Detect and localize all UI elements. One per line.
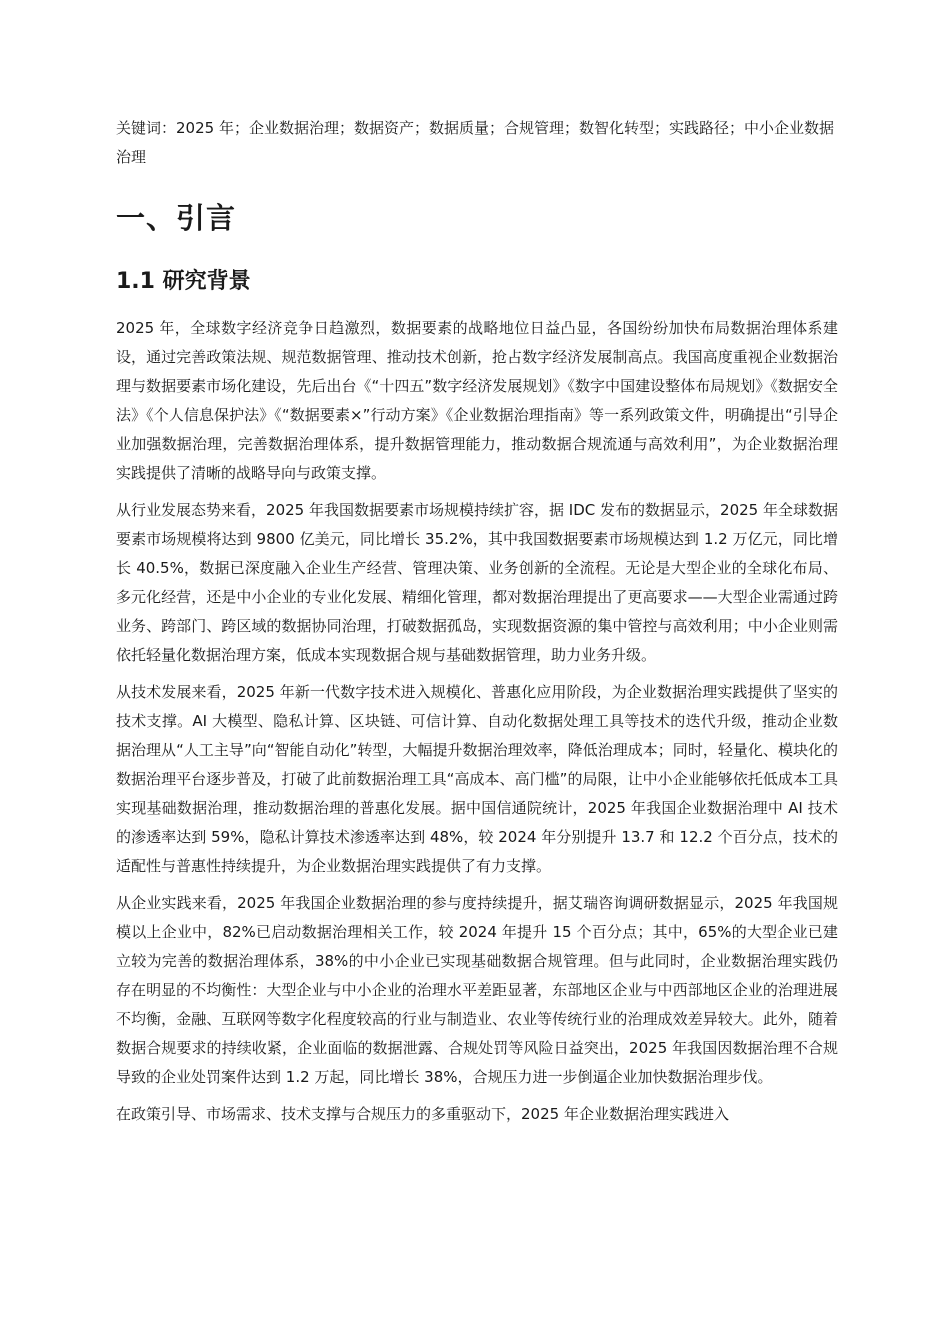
paragraph: 2025 年，全球数字经济竞争日趋激烈，数据要素的战略地位日益凸显，各国纷纷加快布局数据治理体系建设，通过完善政策法规、规范数据管理、推动技术创新，抢占数字经济发展制高点。我国高度重视企业数据治理与数据要素市场化建设，先后出台《“十四五”数字经济发展规划》《数字中国建设整体布局规划》《数据安全法》《个人信息保护法》《“数据要素×”行动方案》《企业数据治理指南》等一系列政策文件，明确提出“引导企业加强数据治理，完善数据治理体系，提升数据管理能力，推动数据合规流通与高效利用”，为企业数据治理实践提供了清晰的战略导向与政策支撑。 [116,319,838,482]
paragraph: 从技术发展来看，2025 年新一代数字技术进入规模化、普惠化应用阶段，为企业数据治理实践提供了坚实的技术支撑。AI 大模型、隐私计算、区块链、可信计算、自动化数据处理工具等技术的迭代升级，推动企业数据治理从“人工主导”向“智能自动化”转型，大幅提升数据治理效率，降低治理成本；同时，轻量化、模块化的数据治理平台逐步普及，打破了此前数据治理工具“高成本、高门槛”的局限，让中小企业能够依托低成本工具实现基础数据治理，推动数据治理的普惠化发展。据中国信通院统计，2025 年我国企业数据治理中 AI 技术的渗透率达到 59%，隐私计算技术渗透率达到 48%，较 2024 年分别提升 13.7 和 12.2 个百分点，技术的适配性与普惠性持续提升，为企业数据治理实践提供了有力支撑。 [116,683,838,875]
subsection-title: 1.1 研究背景 [116,269,251,294]
document-page [116,114,838,1129]
section-title: 一、引言 [116,201,237,235]
keywords-line: 关键词：2025 年；企业数据治理；数据资产；数据质量；合规管理；数智化转型；实践路径；中小企业数据治理 [116,119,834,166]
paragraph: 从企业实践来看，2025 年我国企业数据治理的参与度持续提升，据艾瑞咨询调研数据显示，2025 年我国规模以上企业中，82%已启动数据治理相关工作，较 2024 年提升 15 个百分点；其中，65%的大型企业已建立较为完善的数据治理体系，38%的中小企业已实现基础数据合规管理。但与此同时，企业数据治理实践仍存在明显的不均衡性：大型企业与中小企业的治理水平差距显著，东部地区企业与中西部地区企业的治理进展不均衡，金融、互联网等数字化程度较高的行业与制造业、农业等传统行业的治理成效差异较大。此外，随着数据合规要求的持续收紧，企业面临的数据泄露、合规处罚等风险日益突出，2025 年我国因数据治理不合规导致的企业处罚案件达到 1.2 万起，同比增长 38%，合规压力进一步倒逼企业加快数据治理步伐。 [116,894,838,1086]
paragraph: 在政策引导、市场需求、技术支撑与合规压力的多重驱动下，2025 年企业数据治理实践进入 [116,1105,729,1123]
paragraph: 从行业发展态势来看，2025 年我国数据要素市场规模持续扩容，据 IDC 发布的数据显示，2025 年全球数据要素市场规模将达到 9800 亿美元，同比增长 35.2%，其中我国数据要素市场规模达到 1.2 万亿元，同比增长 40.5%，数据已深度融入企业生产经营、管理决策、业务创新的全流程。无论是大型企业的全球化布局、多元化经营，还是中小企业的专业化发展、精细化管理，都对数据治理提出了更高要求——大型企业需通过跨业务、跨部门、跨区域的数据协同治理，打破数据孤岛，实现数据资源的集中管控与高效利用；中小企业则需依托轻量化数据治理方案，低成本实现数据合规与基础数据管理，助力业务升级。 [116,501,838,664]
